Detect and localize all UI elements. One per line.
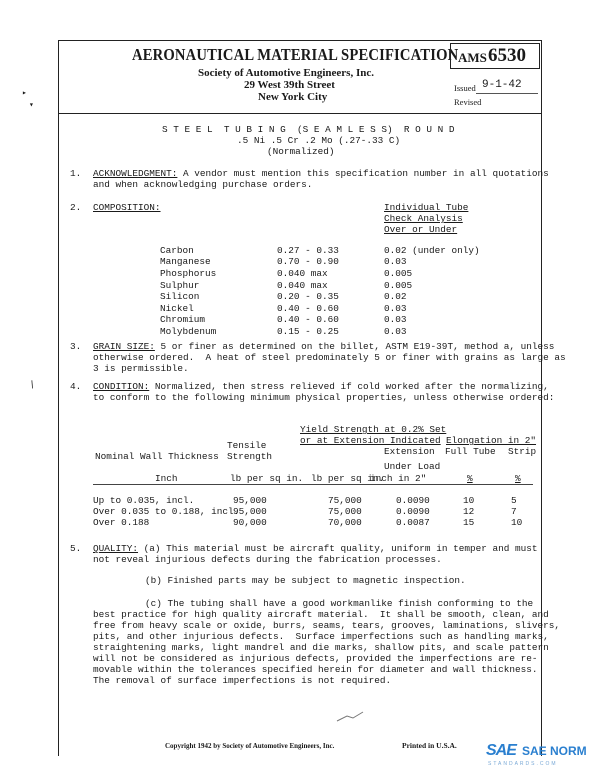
scan-mark: ▸ [22,88,27,97]
full-tube-cell: 10 [463,495,475,506]
section-4-body: CONDITION: Normalized, then stress relieved if cold worked after the normalizing, [93,381,549,392]
composition-check: 0.02 [384,291,407,302]
section-2-number: 2. [70,202,82,213]
full-tube-units: % [467,473,473,484]
composition-element: Sulphur [160,280,200,291]
section-2-heading: COMPOSITION: [93,202,161,213]
section-4-line-2: to conform to the following minimum physical properties, unless otherwise ordered: [93,392,555,403]
elongation-header: Elongation in 2" [446,435,537,446]
strip-units: % [515,473,521,484]
extension-cell: 0.0090 [396,506,430,517]
extension-cell: 0.0090 [396,495,430,506]
table-header-rule [93,484,533,485]
section-5-c-line-3: free from heavy scale or oxide, burrs, seams, tears, grooves, laminations, slivers, [93,620,560,631]
under-load-header: Under Load [384,461,441,472]
full-tube-cell: 15 [463,517,475,528]
section-5-c-line-5: straightening marks, light mandrel and die marks, shallow pits, and scale pattern [93,642,549,653]
section-5-c-line-2: best practice for high quality aircraft material. It shall be smooth, clean, and [93,609,549,620]
section-1-heading: ACKNOWLEDGMENT: [93,168,178,179]
subject-line-1: S T E E L T U B I N G (S E A M L E S S) R O U N D [162,124,455,135]
full-tube-header: Full Tube [445,446,496,457]
tensile-units: lb per sq in. [230,473,304,484]
composition-range: 0.040 max [277,280,328,291]
section-4-heading: CONDITION: [93,381,150,392]
tensile-header-1: Tensile [227,440,267,451]
wall-thickness-cell: Over 0.188 [93,517,150,528]
issued-underline [476,93,538,94]
section-5-c-line-4: pits, and other injurious defects. Surface imperfections such as handling marks, [93,631,549,642]
section-3-body: GRAIN SIZE: 5 or finer as determined on the billet, ASTM E19-39T, method a, unless [93,341,555,352]
section-3-number: 3. [70,341,82,352]
tensile-cell: 90,000 [233,517,267,528]
copyright-notice: Copyright 1942 by Society of Automotive Engineers, Inc. [165,742,335,750]
composition-element: Silicon [160,291,200,302]
section-4-number: 4. [70,381,82,392]
scan-mark: ▾ [29,100,34,109]
sae-logo: SAE [486,742,516,759]
composition-element: Phosphorus [160,268,217,279]
document-title: AERONAUTICAL MATERIAL SPECIFICATION [132,45,459,64]
composition-element: Carbon [160,245,194,256]
strip-cell: 10 [511,517,523,528]
section-1-body: ACKNOWLEDGMENT: A vendor must mention this specification number in all quotations [93,168,549,179]
pencil-mark [335,710,365,724]
revised-label: Revised [454,97,482,107]
left-margin-rule [58,40,59,756]
composition-range: 0.040 max [277,268,328,279]
sae-norm-watermark [486,742,598,772]
composition-element: Molybdenum [160,326,217,337]
extension-units: inch in 2" [370,473,427,484]
composition-range: 0.40 - 0.60 [277,303,339,314]
composition-range: 0.20 - 0.35 [277,291,339,302]
yield-cell: 70,000 [328,517,362,528]
yield-units: lb per sq in. [311,473,385,484]
strip-cell: 7 [511,506,517,517]
section-5-a-line-2: not reveal injurious defects during the fabrication processes. [93,554,442,565]
issued-label: Issued [454,83,476,93]
section-1-number: 1. [70,168,82,179]
section-5-c-line-7: movable within the tolerances specified herein for diameter and wall thickness. [93,664,538,675]
strip-header: Strip [508,446,537,457]
section-3-line-2: otherwise ordered. A heat of steel predominately 5 or finer with grains as large as [93,352,566,363]
composition-element: Chromium [160,314,206,325]
composition-check: 0.03 [384,303,407,314]
composition-check: 0.005 [384,280,413,291]
society-street: 29 West 39th Street [244,79,335,91]
section-5-b: (b) Finished parts may be subject to magnetic inspection. [145,575,466,586]
sae-norm-subtext: STANDARDS.COM [488,761,558,767]
ams-prefix: AMS [458,50,487,65]
section-5-c-line-1: (c) The tubing shall have a good workmanlike finish conforming to the [145,598,534,609]
check-analysis-header-3: Over or Under [384,224,458,235]
composition-element: Nickel [160,303,194,314]
composition-range: 0.27 - 0.33 [277,245,339,256]
strip-cell: 5 [511,495,517,506]
yield-cell: 75,000 [328,495,362,506]
yield-header-2: or at Extension Indicated [300,435,441,446]
composition-check: 0.02 (under only) [384,245,480,256]
composition-check: 0.03 [384,314,407,325]
wall-thickness-header: Nominal Wall Thickness [95,451,219,462]
scan-mark: / [27,379,38,391]
section-3-line-3: 3 is permissible. [93,363,189,374]
ams-number-box [450,43,540,69]
wall-thickness-cell: Up to 0.035, incl. [93,495,195,506]
extension-header: Extension [384,446,435,457]
society-name: Society of Automotive Engineers, Inc. [198,67,374,79]
section-5-body: QUALITY: (a) This material must be aircraft quality, uniform in temper and must [93,543,538,554]
subject-line-3: (Normalized) [267,146,335,157]
subject-line-2: .5 Ni .5 Cr .2 Mo (.27-.33 C) [237,135,401,146]
extension-cell: 0.0087 [396,517,430,528]
inch-header: Inch [155,473,178,484]
section-5-heading: QUALITY: [93,543,139,554]
composition-check: 0.005 [384,268,413,279]
check-analysis-header-1: Individual Tube [384,202,469,213]
yield-header-1: Yield Strength at 0.2% Set [300,424,447,435]
section-3-heading: GRAIN SIZE: [93,341,155,352]
header-bottom-rule [58,113,542,114]
section-5-c-line-8: The removal of surface imperfections is not required. [93,675,392,686]
composition-check: 0.03 [384,326,407,337]
full-tube-cell: 12 [463,506,475,517]
header-top-rule [58,40,542,41]
yield-cell: 75,000 [328,506,362,517]
wall-thickness-cell: Over 0.035 to 0.188, incl. [93,506,240,517]
sae-norm-text: SAE NORM [522,744,587,758]
composition-check: 0.03 [384,256,407,267]
tensile-header-2: Strength [227,451,273,462]
tensile-cell: 95,000 [233,495,267,506]
composition-range: 0.15 - 0.25 [277,326,339,337]
composition-range: 0.40 - 0.60 [277,314,339,325]
ams-number: 6530 [488,45,526,66]
section-1-line-2: and when acknowledging purchase orders. [93,179,313,190]
section-5-number: 5. [70,543,82,554]
issued-date: 9-1-42 [482,79,522,91]
tensile-cell: 95,000 [233,506,267,517]
check-analysis-header-2: Check Analysis [384,213,463,224]
composition-range: 0.70 - 0.90 [277,256,339,267]
society-city: New York City [258,91,328,103]
printed-notice: Printed in U.S.A. [402,741,457,750]
section-5-c-line-6: will not be considered as injurious defects, provided the imperfections are re- [93,653,538,664]
composition-element: Manganese [160,256,211,267]
